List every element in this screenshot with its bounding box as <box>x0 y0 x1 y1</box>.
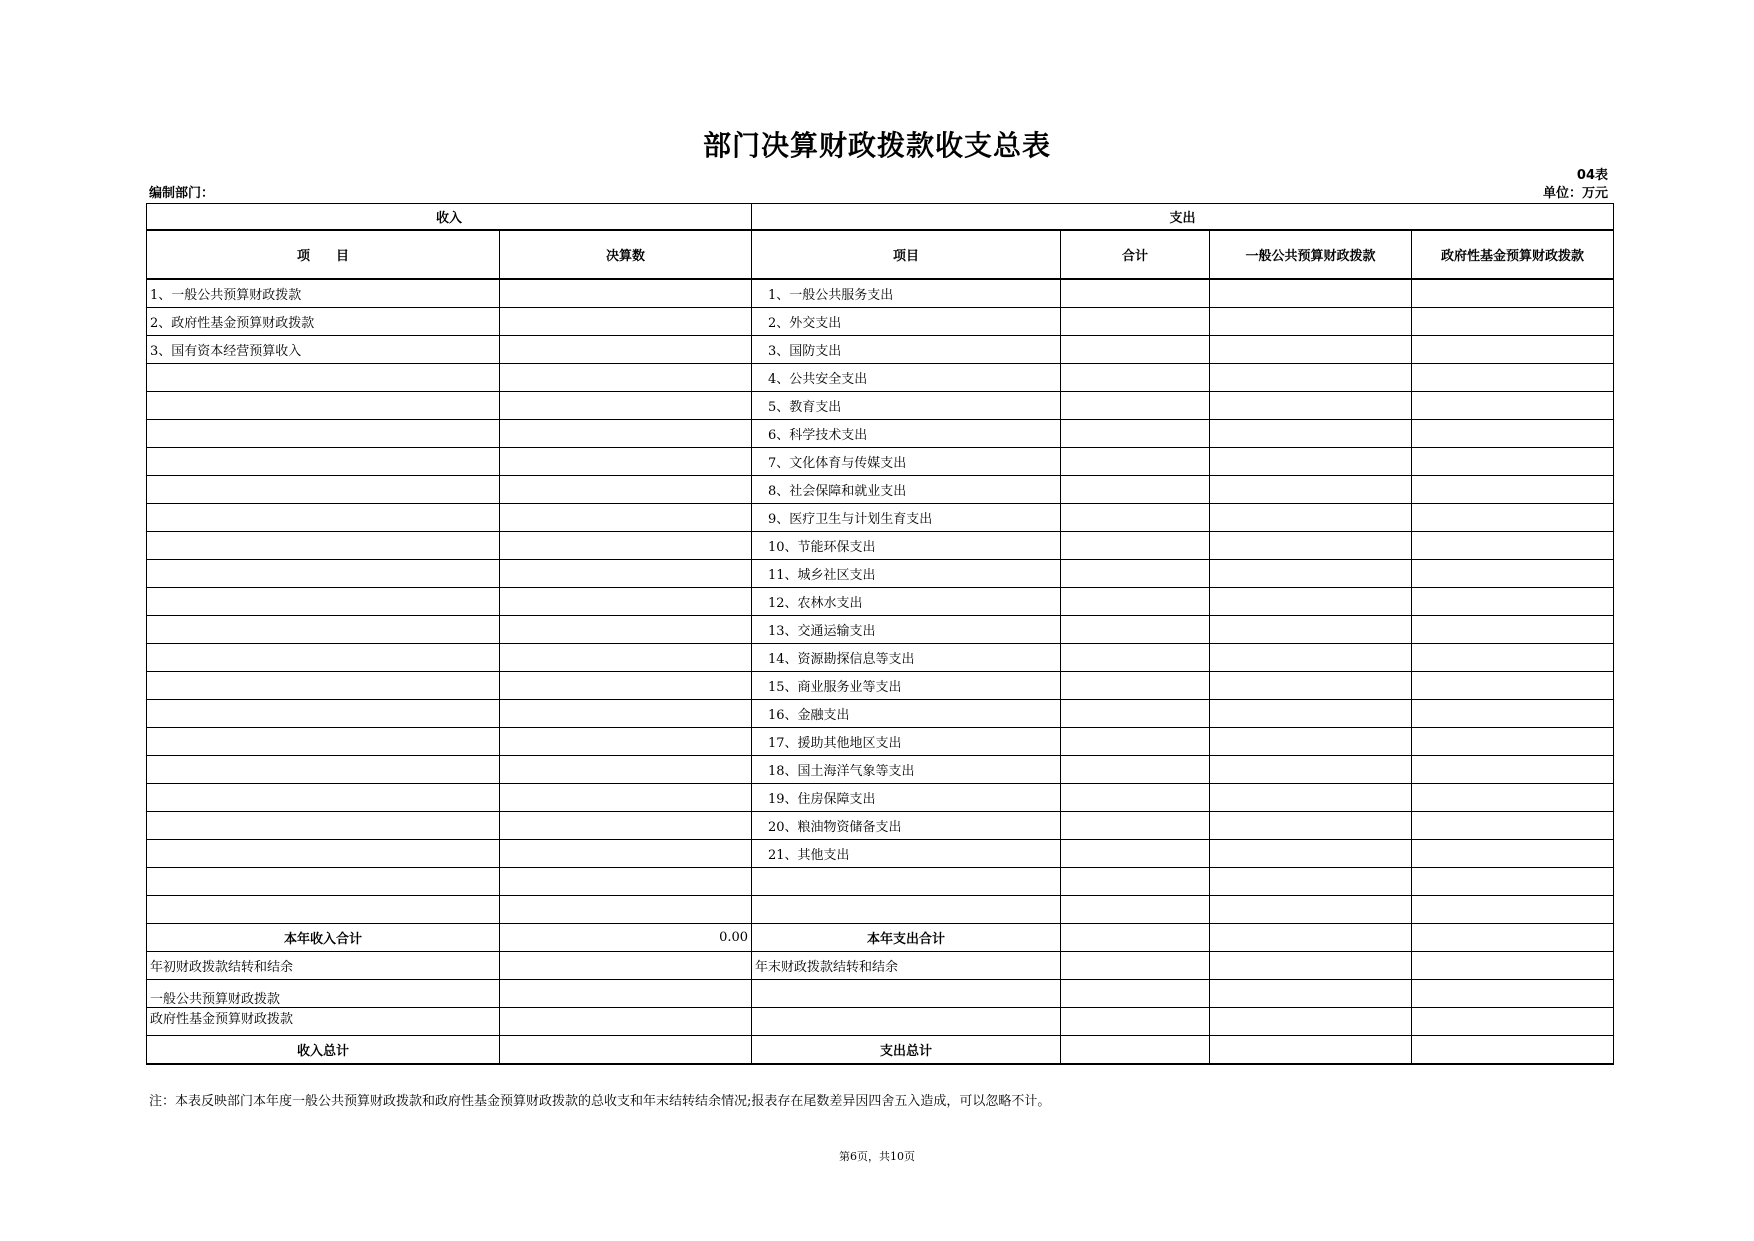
expense-item-cell: 21、其他支出 <box>752 840 1061 868</box>
table-cell <box>1412 784 1614 812</box>
table-row <box>147 868 1614 896</box>
table-cell <box>1412 924 1614 952</box>
table-cell <box>500 476 752 504</box>
income-year-total-label: 本年收入合计 <box>147 924 500 952</box>
table-cell <box>1412 588 1614 616</box>
table-cell <box>500 896 752 924</box>
table-cell <box>1061 308 1210 336</box>
table-cell <box>500 392 752 420</box>
table-cell <box>1061 476 1210 504</box>
expense-item-cell: 7、文化体育与传媒支出 <box>752 448 1061 476</box>
income-item-cell <box>147 504 500 532</box>
table-cell <box>752 1008 1061 1036</box>
table-cell <box>1412 616 1614 644</box>
table-cell <box>1210 364 1412 392</box>
table-cell <box>500 784 752 812</box>
col-header-income-item: 项 目 <box>147 230 500 279</box>
table-cell <box>1210 336 1412 364</box>
table-cell <box>1210 672 1412 700</box>
table-cell <box>500 420 752 448</box>
income-item-cell <box>147 560 500 588</box>
income-grand-total-label: 收入总计 <box>147 1036 500 1065</box>
table-row <box>147 840 1614 868</box>
expense-item-cell: 4、公共安全支出 <box>752 364 1061 392</box>
table-cell <box>1061 672 1210 700</box>
income-item-cell <box>147 420 500 448</box>
table-cell <box>500 1036 752 1065</box>
table-row <box>147 700 1614 728</box>
expense-item-cell: 13、交通运输支出 <box>752 616 1061 644</box>
table-cell <box>500 504 752 532</box>
expense-item-cell: 18、国土海洋气象等支出 <box>752 756 1061 784</box>
table-cell <box>500 728 752 756</box>
income-item-cell <box>147 364 500 392</box>
table-cell <box>1210 560 1412 588</box>
income-year-total-value: 0.00 <box>500 924 752 952</box>
table-cell <box>1412 1008 1614 1036</box>
table-cell <box>500 448 752 476</box>
table-cell <box>500 840 752 868</box>
income-item-cell <box>147 756 500 784</box>
table-cell <box>1412 448 1614 476</box>
expense-item-cell: 9、医疗卫生与计划生育支出 <box>752 504 1061 532</box>
table-cell <box>1412 392 1614 420</box>
table-cell <box>500 308 752 336</box>
col-header-expense-item: 项目 <box>752 230 1061 279</box>
table-row <box>147 504 1614 532</box>
table-cell <box>1210 279 1412 308</box>
table-cell <box>1210 308 1412 336</box>
table-cell <box>500 560 752 588</box>
table-row <box>147 588 1614 616</box>
table-cell <box>1061 588 1210 616</box>
table-cell <box>1412 560 1614 588</box>
table-cell <box>1061 868 1210 896</box>
table-cell <box>1412 952 1614 980</box>
table-row <box>147 279 1614 308</box>
table-cell <box>1210 784 1412 812</box>
table-cell <box>1061 1036 1210 1065</box>
expense-year-total-label: 本年支出合计 <box>752 924 1061 952</box>
expense-item-cell: 20、粮油物资储备支出 <box>752 812 1061 840</box>
table-cell <box>1061 364 1210 392</box>
grand-total-row <box>147 1036 1614 1065</box>
income-item-cell <box>147 868 500 896</box>
table-cell <box>1061 952 1210 980</box>
table-cell <box>500 588 752 616</box>
table-cell <box>1061 784 1210 812</box>
table-row <box>147 728 1614 756</box>
income-item-cell <box>147 392 500 420</box>
table-cell <box>1412 868 1614 896</box>
table-cell <box>1210 392 1412 420</box>
expense-item-cell: 11、城乡社区支出 <box>752 560 1061 588</box>
table-cell <box>1210 896 1412 924</box>
table-cell <box>500 616 752 644</box>
closing-balance-label: 年末财政拨款结转和结余 <box>752 952 1061 980</box>
table-cell <box>1210 840 1412 868</box>
table-row <box>147 532 1614 560</box>
expense-item-cell: 8、社会保障和就业支出 <box>752 476 1061 504</box>
table-cell <box>1210 448 1412 476</box>
table-cell <box>1210 924 1412 952</box>
expense-item-cell: 1、一般公共服务支出 <box>752 279 1061 308</box>
col-header-expense-fund: 政府性基金预算财政拨款 <box>1412 230 1614 279</box>
income-section-header: 收入 <box>147 204 752 231</box>
table-cell <box>1412 728 1614 756</box>
table-row <box>147 616 1614 644</box>
expense-item-cell: 19、住房保障支出 <box>752 784 1061 812</box>
table-cell <box>1412 644 1614 672</box>
table-cell <box>1061 896 1210 924</box>
table-cell <box>500 700 752 728</box>
table-cell <box>1061 504 1210 532</box>
table-row <box>147 560 1614 588</box>
col-header-income-amount: 决算数 <box>500 230 752 279</box>
table-row <box>147 812 1614 840</box>
table-cell <box>1061 644 1210 672</box>
expense-item-cell <box>752 896 1061 924</box>
expense-item-cell <box>752 868 1061 896</box>
income-item-cell <box>147 896 500 924</box>
table-cell <box>1210 1036 1412 1065</box>
dept-label: 编制部门： <box>149 186 215 201</box>
table-cell <box>500 1008 752 1036</box>
table-cell <box>1412 896 1614 924</box>
year-total-row <box>147 924 1614 952</box>
income-item-cell: 2、政府性基金预算财政拨款 <box>147 308 500 336</box>
table-row <box>147 308 1614 336</box>
table-cell <box>1061 812 1210 840</box>
income-item-cell <box>147 532 500 560</box>
column-header-row <box>147 230 1614 279</box>
table-cell <box>1412 756 1614 784</box>
table-cell <box>1210 588 1412 616</box>
table-cell <box>1210 420 1412 448</box>
table-cell <box>1210 868 1412 896</box>
table-cell <box>1210 616 1412 644</box>
table-cell <box>500 336 752 364</box>
table-cell <box>1412 308 1614 336</box>
unit-label: 单位：万元 <box>1542 186 1608 201</box>
table-cell <box>1061 700 1210 728</box>
table-row <box>147 364 1614 392</box>
table-cell <box>1061 336 1210 364</box>
table-cell <box>1412 336 1614 364</box>
income-item-cell <box>147 700 500 728</box>
table-cell <box>1210 952 1412 980</box>
table-cell <box>752 980 1061 1008</box>
table-row <box>147 420 1614 448</box>
income-item-cell: 1、一般公共预算财政拨款 <box>147 279 500 308</box>
table-cell <box>500 980 752 1008</box>
income-item-cell: 3、国有资本经营预算收入 <box>147 336 500 364</box>
table-cell <box>500 672 752 700</box>
table-cell <box>1412 504 1614 532</box>
expense-item-cell: 6、科学技术支出 <box>752 420 1061 448</box>
table-row <box>147 756 1614 784</box>
table-cell <box>500 868 752 896</box>
income-item-cell <box>147 644 500 672</box>
table-cell <box>1210 756 1412 784</box>
income-item-cell <box>147 616 500 644</box>
table-cell <box>1061 420 1210 448</box>
table-cell <box>1412 420 1614 448</box>
table-cell <box>1412 980 1614 1008</box>
table-cell <box>500 532 752 560</box>
table-cell <box>1412 672 1614 700</box>
table-cell <box>1061 560 1210 588</box>
table-cell <box>1061 924 1210 952</box>
income-item-cell <box>147 784 500 812</box>
table-cell <box>1061 448 1210 476</box>
expense-item-cell: 2、外交支出 <box>752 308 1061 336</box>
table-cell <box>1210 532 1412 560</box>
expense-section-header: 支出 <box>752 204 1614 231</box>
table-cell <box>1412 812 1614 840</box>
table-row <box>147 672 1614 700</box>
opening-general-row <box>147 980 1614 1008</box>
income-item-cell <box>147 448 500 476</box>
income-item-cell <box>147 728 500 756</box>
opening-general-label: 一般公共预算财政拨款 <box>147 980 500 1008</box>
section-header-row <box>147 204 1614 231</box>
income-item-cell <box>147 476 500 504</box>
table-row <box>147 476 1614 504</box>
balance-row <box>147 952 1614 980</box>
table-cell <box>1061 532 1210 560</box>
opening-fund-label: 政府性基金预算财政拨款 <box>147 1008 500 1036</box>
col-header-expense-total: 合计 <box>1061 230 1210 279</box>
table-cell <box>1061 980 1210 1008</box>
table-row <box>147 336 1614 364</box>
opening-fund-row <box>147 1008 1614 1036</box>
table-cell <box>1061 1008 1210 1036</box>
income-item-cell <box>147 812 500 840</box>
expense-item-cell: 17、援助其他地区支出 <box>752 728 1061 756</box>
table-cell <box>500 952 752 980</box>
expense-item-cell: 15、商业服务业等支出 <box>752 672 1061 700</box>
table-cell <box>1210 728 1412 756</box>
table-cell <box>1061 616 1210 644</box>
table-cell <box>1412 532 1614 560</box>
form-number: 04表 <box>1576 168 1608 183</box>
table-row <box>147 784 1614 812</box>
table-row <box>147 392 1614 420</box>
page-title: 部门决算财政拨款收支总表 <box>702 129 1051 162</box>
table-cell <box>500 812 752 840</box>
table-row <box>147 896 1614 924</box>
expense-item-cell: 16、金融支出 <box>752 700 1061 728</box>
table-cell <box>500 644 752 672</box>
table-cell <box>1061 279 1210 308</box>
table-cell <box>1412 476 1614 504</box>
table-cell <box>1412 279 1614 308</box>
table-cell <box>500 279 752 308</box>
table-cell <box>1412 700 1614 728</box>
table-cell <box>1061 756 1210 784</box>
table-cell <box>1412 1036 1614 1065</box>
budget-table <box>146 203 1614 1065</box>
opening-balance-label: 年初财政拨款结转和结余 <box>147 952 500 980</box>
col-header-expense-general: 一般公共预算财政拨款 <box>1210 230 1412 279</box>
table-cell <box>1412 364 1614 392</box>
expense-item-cell: 12、农林水支出 <box>752 588 1061 616</box>
income-item-cell <box>147 588 500 616</box>
table-cell <box>500 364 752 392</box>
table-cell <box>1061 392 1210 420</box>
table-cell <box>500 756 752 784</box>
table-cell <box>1210 700 1412 728</box>
table-cell <box>1210 476 1412 504</box>
table-cell <box>1210 980 1412 1008</box>
expense-item-cell: 5、教育支出 <box>752 392 1061 420</box>
table-cell <box>1210 644 1412 672</box>
table-cell <box>1210 504 1412 532</box>
footnote: 注：本表反映部门本年度一般公共预算财政拨款和政府性基金预算财政拨款的总收支和年末结转结余情况;报表存在尾数差异因四舍五入造成，可以忽略不计。 <box>149 1094 1051 1109</box>
expense-item-cell: 14、资源勘探信息等支出 <box>752 644 1061 672</box>
table-row <box>147 644 1614 672</box>
expense-item-cell: 10、节能环保支出 <box>752 532 1061 560</box>
table-cell <box>1412 840 1614 868</box>
expense-item-cell: 3、国防支出 <box>752 336 1061 364</box>
income-item-cell <box>147 672 500 700</box>
expense-grand-total-label: 支出总计 <box>752 1036 1061 1065</box>
table-row <box>147 448 1614 476</box>
table-cell <box>1210 812 1412 840</box>
table-cell <box>1210 1008 1412 1036</box>
income-item-cell <box>147 840 500 868</box>
table-cell <box>1061 840 1210 868</box>
page-number: 第6页，共10页 <box>839 1150 915 1163</box>
table-cell <box>1061 728 1210 756</box>
